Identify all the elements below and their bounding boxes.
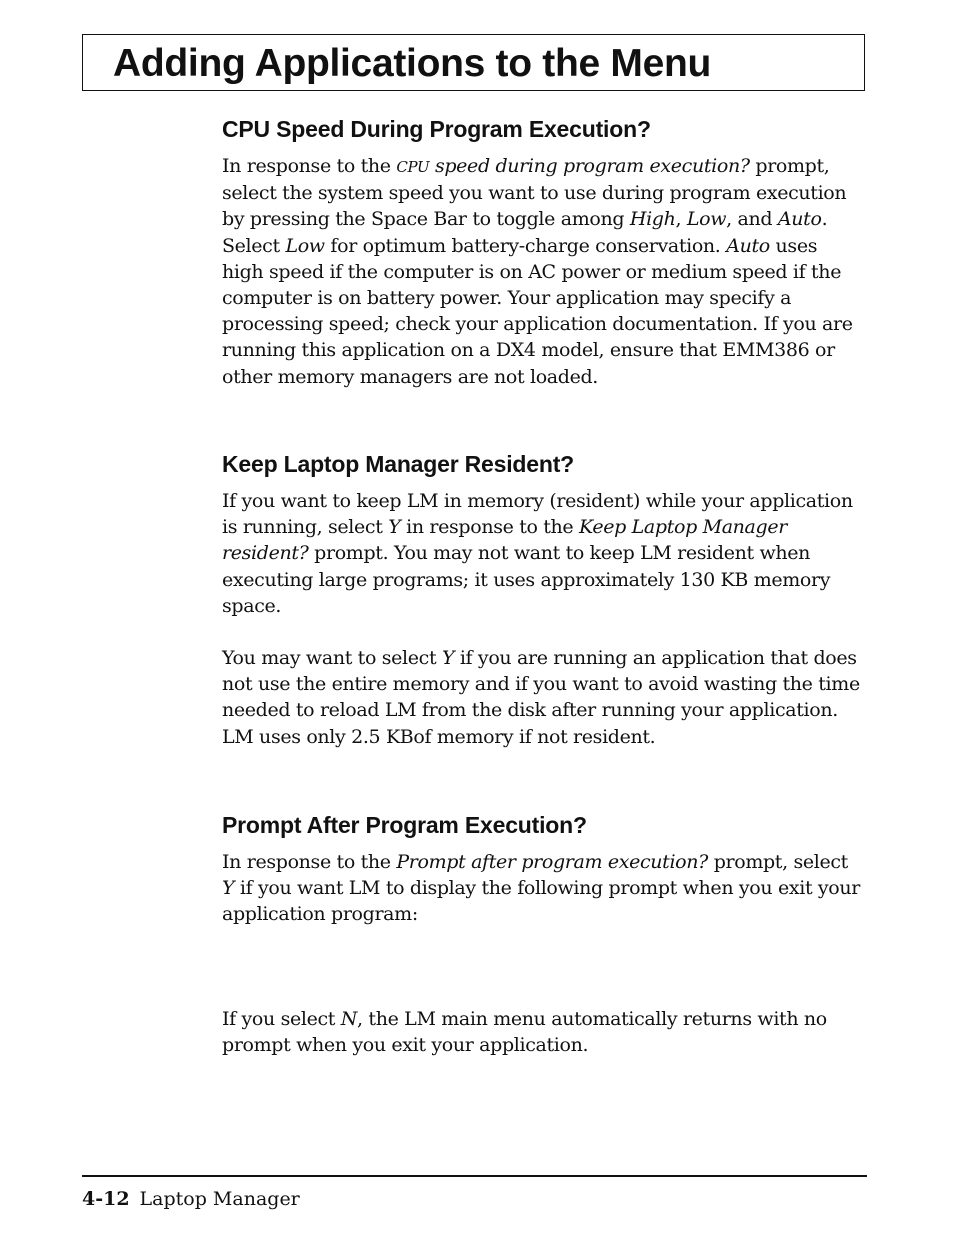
paragraph-cpu-speed: In response to the CPU speed during program execution? prompt, select the system speed you want to use during program execution by pressing the Space Bar to toggle among High, Low, and Auto. Select Low for optimum battery-charge conservation. Auto uses high speed if the computer is on AC power or medium speed if the computer is on battery power. Your application may specify a processing speed; check your application documentation. If you are running this application on a DX4 model, ensure that EMM386 or other memory managers are not loaded. [222, 155, 853, 388]
page-title-box [82, 34, 865, 91]
section-heading-keep-resident: Keep Laptop Manager Resident? [222, 451, 575, 477]
section-heading-cpu-speed: CPU Speed During Program Execution? [222, 116, 651, 142]
page-number: 4-12 [82, 1188, 130, 1210]
paragraph-keep-resident-1: If you want to keep LM in memory (resident) while your application is running, select Y in response to the Keep Laptop Manager resident? prompt. You may not want to keep LM resident when executing large programs; it uses approximately 130 KB memory space. [222, 490, 853, 617]
document-body [222, 112, 862, 1057]
paragraph-keep-resident-2: You may want to select Y if you are running an application that does not use the entire memory and if you want to avoid wasting the time needed to reload LM from the disk after running your application. LM uses only 2.5 KBof memory if not resident. [222, 647, 860, 748]
paragraph-prompt-after-2: If you select N, the LM main menu automatically returns with no prompt when you exit your application. [222, 1008, 827, 1057]
footer-label: Laptop Manager [139, 1188, 300, 1210]
section-heading-prompt-after: Prompt After Program Execution? [222, 812, 587, 838]
paragraph-prompt-after-1: In response to the Prompt after program execution? prompt, select Y if you want LM to display the following prompt when you exit your application program: [222, 851, 861, 926]
page-footer [82, 1188, 300, 1210]
page-title: Adding Applications to the Menu [113, 42, 712, 85]
footer-divider [82, 1175, 867, 1177]
